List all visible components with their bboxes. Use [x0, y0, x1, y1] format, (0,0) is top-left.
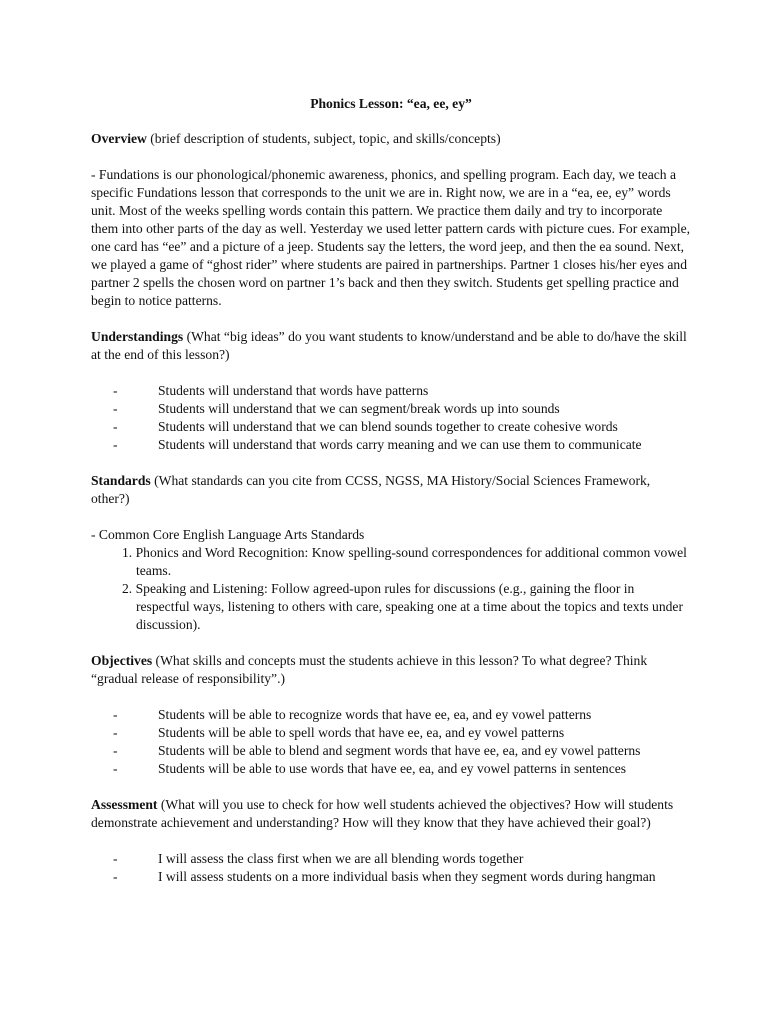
overview-prompt: (brief description of students, subject, topic, and skills/concepts): [146, 131, 501, 146]
list-item: - Students will be able to spell words that have ee, ea, and ey vowel patterns: [113, 724, 691, 742]
understandings-prompt: (What “big ideas” do you want students to know/understand and be able to do/have the skill at the end of this lesson?): [91, 329, 687, 362]
understandings-list: [91, 382, 691, 454]
list-item: - I will assess students on a more individual basis when they segment words during hangman: [113, 868, 691, 886]
overview-prompt-line: [91, 130, 691, 148]
list-item: - Students will understand that we can blend sounds together to create cohesive words: [113, 418, 691, 436]
understandings-prompt-line: [91, 328, 691, 364]
understandings-heading: Understandings: [91, 329, 184, 344]
assessment-prompt-line: [91, 796, 691, 832]
page-title: Phonics Lesson: “ea, ee, ey”: [310, 96, 472, 111]
objectives-list: [91, 706, 691, 778]
objectives-prompt-line: [91, 652, 691, 688]
list-item: 1. Phonics and Word Recognition: Know spelling-sound correspondences for additional common vowel teams.: [122, 545, 687, 578]
assessment-heading: Assessment: [91, 797, 158, 812]
objectives-prompt: (What skills and concepts must the students achieve in this lesson? To what degree? Think “gradual release of responsibility”.): [91, 653, 648, 686]
standards-heading: Standards: [91, 473, 151, 488]
document-content: [91, 95, 691, 904]
list-item: - Students will understand that we can segment/break words up into sounds: [113, 400, 691, 418]
standards-prompt: (What standards can you cite from CCSS, NGSS, MA History/Social Sciences Framework, other?): [91, 473, 651, 506]
assessment-list: [91, 850, 691, 886]
objectives-heading: Objectives: [91, 653, 153, 668]
list-item: - Students will understand that words carry meaning and we can use them to communicate: [113, 436, 691, 454]
list-item: - Students will be able to use words that have ee, ea, and ey vowel patterns in sentences: [113, 760, 691, 778]
list-item: - Students will be able to recognize words that have ee, ea, and ey vowel patterns: [113, 706, 691, 724]
list-item: - I will assess the class first when we are all blending words together: [113, 850, 691, 868]
overview-body: - Fundations is our phonological/phonemic awareness, phonics, and spelling program. Each day, we teach a specific Fundations lesson that corresponds to the unit we are in. Right now, we are in a “ea, ee, ey” words unit. Most of the weeks spelling words contain this pattern. We practice them daily and try to incorporate them into other parts of the day as well. Yesterday we used letter pattern cards with picture cues. For example, one card has “ee” and a picture of a jeep. Students say the letters, the word jeep, and then the ea sound. Next, we played a game of “ghost rider” where students are paired in partnerships. Partner 1 closes his/her eyes and partner 2 spells the chosen word on partner 1’s back and then they switch. Students get spelling practice and begin to notice patterns.: [91, 167, 691, 308]
standards-list: [91, 544, 691, 634]
assessment-prompt: (What will you use to check for how well students achieved the objectives? How will students demonstrate achievement and understanding? How will they know that they have achieved their goal?): [91, 797, 674, 830]
overview-heading: Overview: [91, 131, 147, 146]
list-item: - Students will be able to blend and segment words that have ee, ea, and ey vowel patterns: [113, 742, 691, 760]
list-item: - Students will understand that words have patterns: [113, 382, 691, 400]
standards-prompt-line: [91, 472, 691, 508]
list-item: 2. Speaking and Listening: Follow agreed-upon rules for discussions (e.g., gaining the floor in respectful ways, listening to others with care, speaking one at a time about the topics and texts under discussion).: [122, 581, 683, 632]
standards-intro: - Common Core English Language Arts Standards: [91, 527, 365, 542]
